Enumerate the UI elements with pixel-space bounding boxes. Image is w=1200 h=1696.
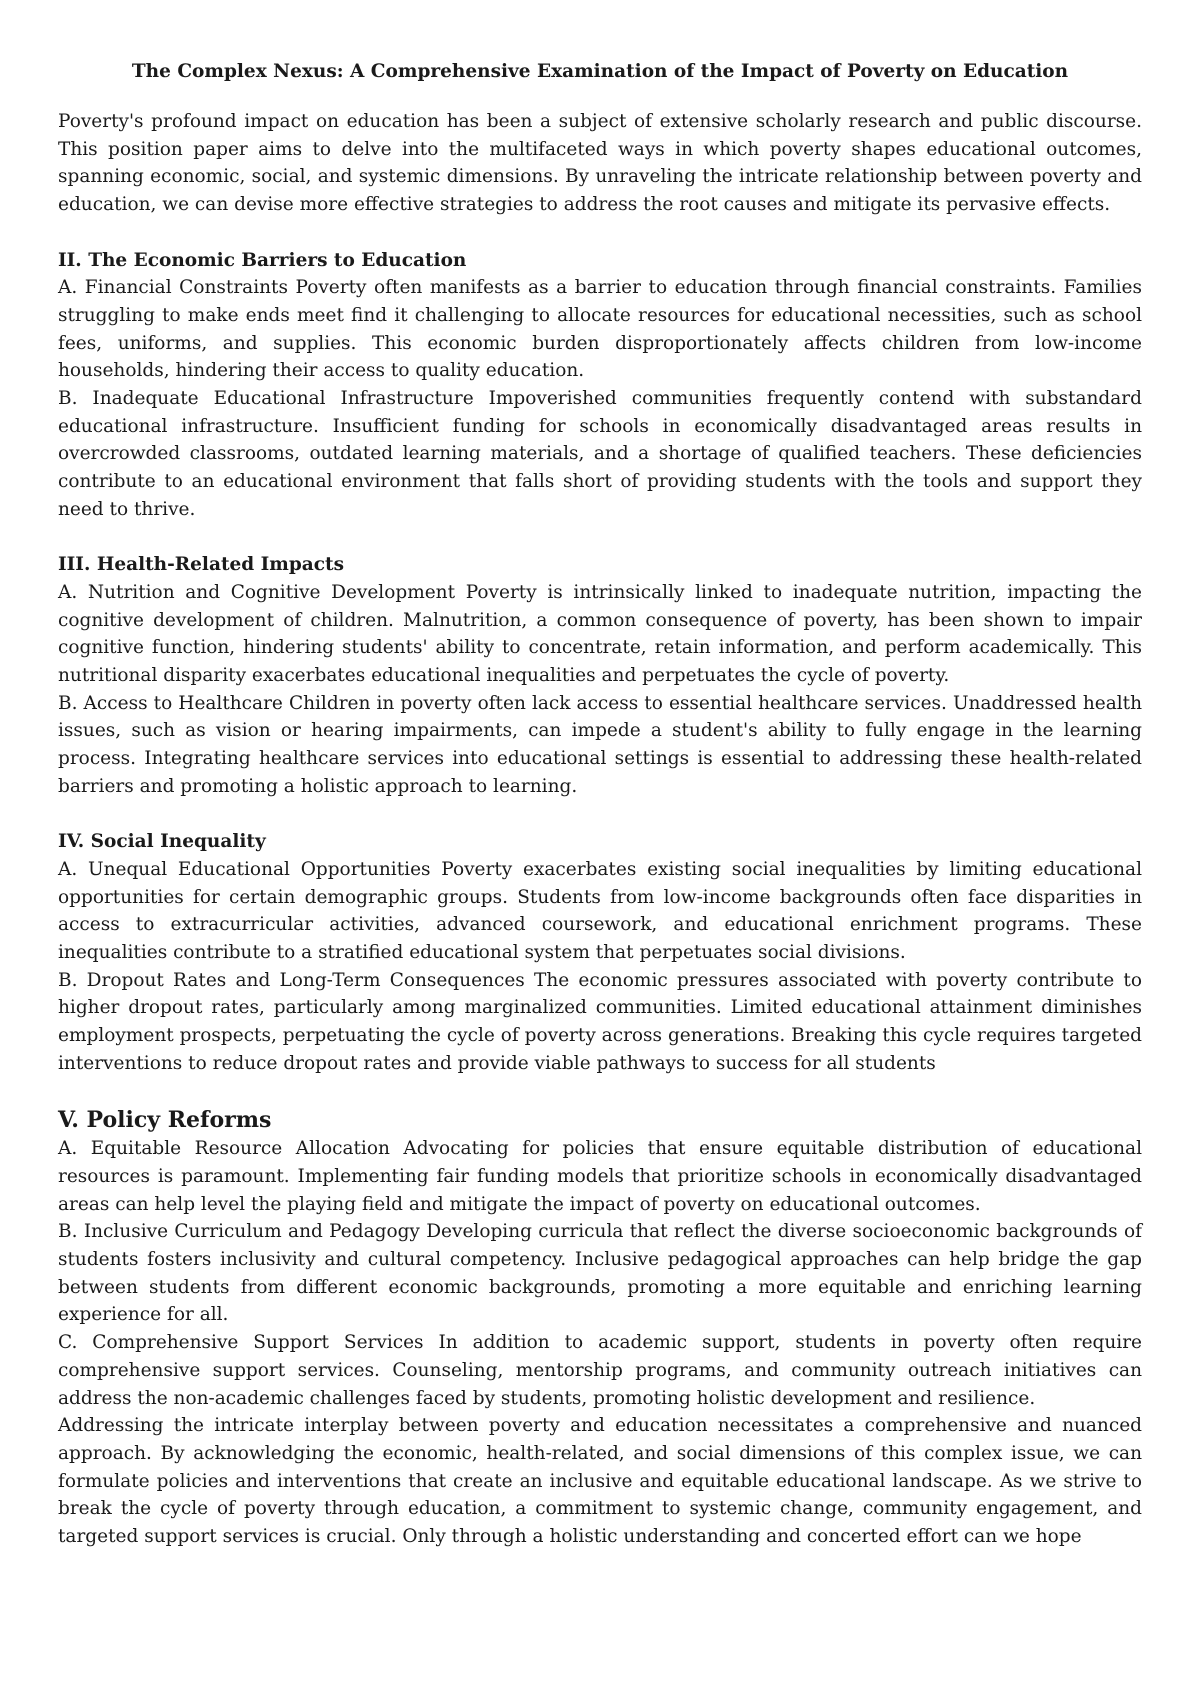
- section-spacer: [58, 524, 1142, 552]
- section-paragraph: B. Inclusive Curriculum and Pedagogy Developing curricula that reflect the diverse socioeconomic backgrounds of students fosters inclusivity and cultural competency. Inclusive pedagogical approaches can help bridge the gap between students from different economic backgrounds, promoting a more equitable and enriching learning experience for all.: [58, 1221, 1142, 1326]
- section-paragraph: B. Access to Healthcare Children in poverty often lack access to essential healthcare services. Unaddressed health issues, such as vision or hearing impairments, can impede a student's ability to fully engage in the learning process. Integrating healthcare services into educational settings is essential to addressing these health-related barriers and promoting a holistic approach to learning.: [58, 692, 1142, 797]
- section-paragraph: B. Inadequate Educational Infrastructure Impoverished communities frequently contend with substandard educational infrastructure. Insufficient funding for schools in economically disadvantaged areas results in overcrowded classrooms, outdated learning materials, and a shortage of qualified teachers. These deficiencies contribute to an educational environment that falls short of providing students with the tools and support they need to thrive.: [58, 388, 1142, 520]
- section-paragraph: B. Dropout Rates and Long-Term Consequences The economic pressures associated with poverty contribute to higher dropout rates, particularly among marginalized communities. Limited educational attainment diminishes employment prospects, perpetuating the cycle of poverty across generations. Breaking this cycle requires targeted interventions to reduce dropout rates and provide viable pathways to success for all students: [58, 969, 1142, 1074]
- section-social-inequality: [58, 828, 1142, 1077]
- conclusion-paragraph: Addressing the intricate interplay between poverty and education necessitates a comprehensive and nuanced approach. By acknowledging the economic, health-related, and social dimensions of this complex issue, we can formulate policies and interventions that create an inclusive and equitable educational landscape. As we strive to break the cycle of poverty through education, a commitment to systemic change, community engagement, and targeted support services is crucial. Only through a holistic understanding and concerted effort can we hope: [58, 1415, 1142, 1548]
- section-heading: V. Policy Reforms: [58, 1107, 272, 1134]
- section-paragraph: A. Unequal Educational Opportunities Poverty exacerbates existing social inequalities by limiting educational opportunities for certain demographic groups. Students from low-income backgrounds often face disparities in access to extracurricular activities, advanced coursework, and educational enrichment programs. These inequalities contribute to a stratified educational system that perpetuates social divisions.: [58, 858, 1142, 964]
- section-health-impacts: [58, 551, 1142, 800]
- section-heading: II. The Economic Barriers to Education: [58, 249, 467, 271]
- section-heading: IV. Social Inequality: [58, 831, 266, 853]
- section-heading: III. Health-Related Impacts: [58, 554, 345, 576]
- section-spacer: [58, 801, 1142, 829]
- section-paragraph: A. Financial Constraints Poverty often manifests as a barrier to education through financial constraints. Families struggling to make ends meet find it challenging to allocate resources for educational necessities, such as school fees, uniforms, and supplies. This economic burden disproportionately affects children from low-income households, hindering their access to quality education.: [58, 277, 1142, 382]
- section-paragraph: A. Equitable Resource Allocation Advocating for policies that ensure equitable distribution of educational resources is paramount. Implementing fair funding models that prioritize schools in economically disadvantaged areas can help level the playing field and mitigate the impact of poverty on educational outcomes.: [58, 1138, 1142, 1215]
- section-policy-reforms: [58, 1105, 1142, 1551]
- document-page: [58, 58, 1142, 1551]
- section-economic-barriers: [58, 247, 1142, 524]
- section-spacer: [58, 219, 1142, 247]
- section-paragraph: A. Nutrition and Cognitive Development Poverty is intrinsically linked to inadequate nutrition, impacting the cognitive development of children. Malnutrition, a common consequence of poverty, has been shown to impair cognitive function, hindering students' ability to concentrate, retain information, and perform academically. This nutritional disparity exacerbates educational inequalities and perpetuates the cycle of poverty.: [58, 581, 1142, 687]
- section-spacer: [58, 1078, 1142, 1106]
- section-paragraph: C. Comprehensive Support Services In addition to academic support, students in poverty often require comprehensive support services. Counseling, mentorship programs, and community outreach initiatives can address the non-academic challenges faced by students, promoting holistic development and resilience.: [58, 1332, 1142, 1409]
- intro-paragraph: Poverty's profound impact on education has been a subject of extensive scholarly research and public discourse. This position paper aims to delve into the multifaceted ways in which poverty shapes educational outcomes, spanning economic, social, and systemic dimensions. By unraveling the intricate relationship between poverty and education, we can devise more effective strategies to address the root causes and mitigate its pervasive effects.: [58, 111, 1142, 216]
- document-title: The Complex Nexus: A Comprehensive Examination of the Impact of Poverty on Education: [131, 61, 1069, 82]
